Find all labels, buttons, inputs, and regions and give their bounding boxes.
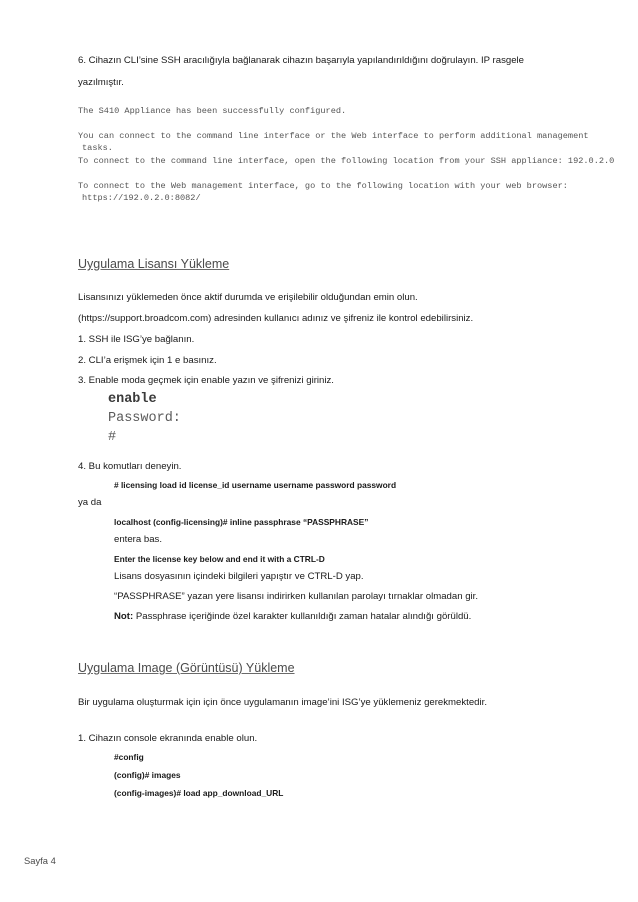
command-line: (config-images)# load app_download_URL bbox=[114, 788, 284, 798]
step-item: 4. Bu komutları deneyin. bbox=[78, 461, 182, 472]
note bbox=[114, 611, 471, 622]
section-heading-license: Uygulama Lisansı Yükleme bbox=[78, 257, 230, 271]
section-heading-image: Uygulama Image (Görüntüsü) Yükleme bbox=[78, 661, 295, 675]
paragraph: entera bas. bbox=[114, 534, 163, 545]
step-item: 3. Enable moda geçmek için enable yazın ve şifrenizi giriniz. bbox=[78, 375, 334, 386]
command-line: localhost (config-licensing)# inline passphrase “PASSPHRASE” bbox=[114, 517, 369, 527]
page-number: Sayfa 4 bbox=[24, 855, 56, 866]
paragraph: ya da bbox=[78, 497, 102, 508]
terminal-line: To connect to the Web management interface, go to the following location with your web browser: bbox=[78, 181, 568, 191]
code-line: enable bbox=[108, 392, 157, 407]
code-line: # bbox=[108, 430, 117, 445]
intro-line-1: 6. Cihazın CLI’sine SSH aracılığıyla bağlanarak cihazın başarıyla yapılandırıldığını doğrulayın. IP rasgele bbox=[78, 55, 525, 66]
paragraph: (https://support.broadcom.com) adresinden kullanıcı adınız ve şifreniz ile kontrol edebilirsiniz. bbox=[78, 313, 474, 324]
paragraph: “PASSPHRASE” yazan yere lisansı indirirken kullanılan parolayı tırnaklar olmadan gir. bbox=[114, 591, 479, 602]
intro-line-2: yazılmıştır. bbox=[78, 77, 124, 88]
command-line: (config)# images bbox=[114, 770, 181, 780]
command-line: #config bbox=[114, 752, 144, 762]
terminal-line: You can connect to the command line interface or the Web interface to perform additional management bbox=[78, 131, 589, 141]
step-item: 2. CLI’a erişmek için 1 e basınız. bbox=[78, 355, 217, 366]
note-text: Passphrase içeriğinde özel karakter kullanıldığı zaman hatalar alındığı görüldü. bbox=[133, 611, 472, 622]
paragraph: Lisansınızı yüklemeden önce aktif durumda ve erişilebilir olduğundan emin olun. bbox=[78, 292, 418, 303]
paragraph: Lisans dosyasının içindeki bilgileri yapıştır ve CTRL-D yap. bbox=[114, 571, 364, 582]
paragraph: Bir uygulama oluşturmak için için önce uygulamanın image’ini ISG’ye yüklemeniz gerekmektedir. bbox=[78, 697, 487, 708]
code-line: Password: bbox=[108, 411, 181, 426]
terminal-line: tasks. bbox=[82, 143, 113, 153]
terminal-line: To connect to the command line interface, open the following location from your SSH appliance: 192.0.2.0 bbox=[78, 156, 615, 166]
command-line: # licensing load id license_id username username password password bbox=[114, 480, 397, 490]
note-label: Not: bbox=[114, 611, 134, 622]
step-item: 1. Cihazın console ekranında enable olun. bbox=[78, 733, 258, 744]
step-item: 1. SSH ile ISG’ye bağlanın. bbox=[78, 334, 195, 345]
command-line: Enter the license key below and end it with a CTRL-D bbox=[114, 554, 325, 564]
terminal-line: https://192.0.2.0:8082/ bbox=[82, 193, 201, 203]
terminal-line: The S410 Appliance has been successfully configured. bbox=[78, 106, 347, 116]
